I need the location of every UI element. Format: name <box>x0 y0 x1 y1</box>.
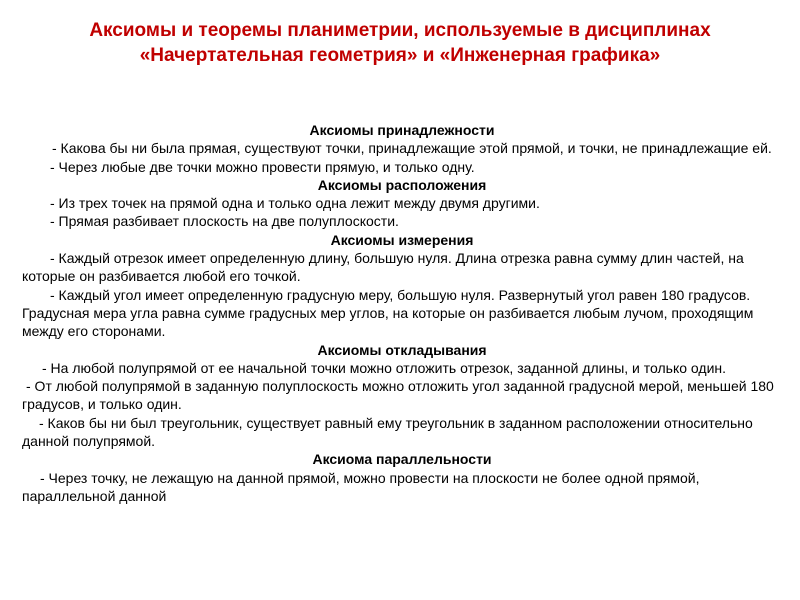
axiom-measurement-1: - Каждый отрезок имеет определенную длину, большую нуля. Длина отрезка равна сумму длин частей, на которые он разбивается любой его точкой. <box>22 250 744 285</box>
axiom-belonging-2: - Через любые две точки можно провести прямую, и только одну. <box>50 158 475 175</box>
slide-title <box>12 18 788 68</box>
section-heading-measurement: Аксиомы измерения <box>330 231 474 248</box>
slide-title-line-2: «Начертательная геометрия» и «Инженерная графика» <box>139 45 661 66</box>
section-heading-position: Аксиомы расположения <box>317 176 487 193</box>
section-heading-parallelism: Аксиома параллельности <box>312 451 492 468</box>
axiom-position-2: - Прямая разбивает плоскость на две полуплоскости. <box>50 213 399 230</box>
axiom-laying-off-1: - На любой полупрямой от ее начальной точки можно отложить отрезок, заданной длины, и только один. <box>42 359 727 376</box>
axioms-text-block <box>22 121 782 505</box>
axiom-laying-off-2: - От любой полупрямой в заданную полуплоскость можно отложить угол заданной градусной мерой, меньшей 180 градусов, и только один. <box>22 378 774 413</box>
axiom-belonging-1: - Какова бы ни была прямая, существуют точки, принадлежащие этой прямой, и точки, не принадлежащие ей. <box>52 140 772 157</box>
axiom-parallelism-1: - Через точку, не лежащую на данной прямой, можно провести на плоскости не более одной прямой, параллельной данной <box>22 469 700 504</box>
slide-title-line-1: Аксиомы и теоремы планиметрии, используемые в дисциплинах <box>89 20 711 41</box>
section-heading-laying-off: Аксиомы откладывания <box>317 341 487 358</box>
axiom-measurement-2: - Каждый угол имеет определенную градусную меру, большую нуля. Развернутый угол равен 180 градусов. Градусная мера угла равна сумме градусных мер углов, на которые он разбивается любым лучом, проходящим между его сторонами. <box>22 286 754 340</box>
axiom-laying-off-3: - Каков бы ни был треугольник, существует равный ему треугольник в заданном расположении относительно данной полупрямой. <box>22 414 753 450</box>
axiom-position-1: - Из трех точек на прямой одна и только одна лежит между двумя другими. <box>50 195 540 212</box>
section-heading-belonging: Аксиомы принадлежности <box>309 122 495 138</box>
